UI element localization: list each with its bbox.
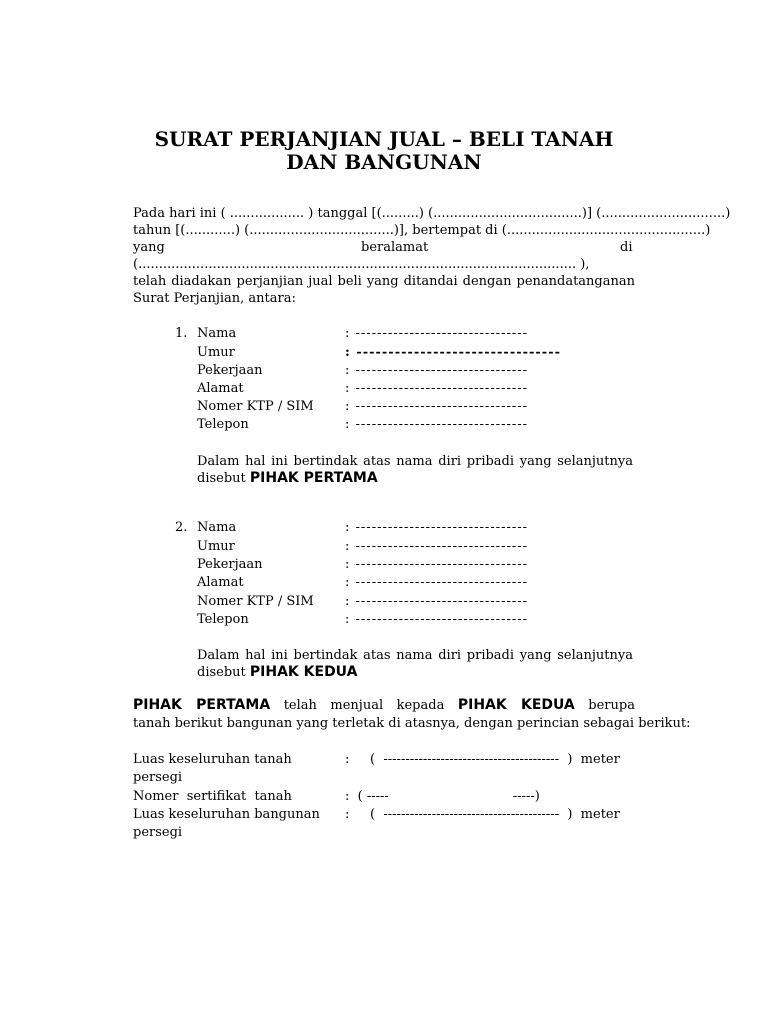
building-area-label: Luas keseluruhan bangunan [133,807,320,822]
party2-nama-value: : -------------------------------- [345,520,529,535]
party1-statement-line-2 [197,470,633,487]
party2-role: PIHAK KEDUA [249,664,358,680]
party1-nama-label: Nama [197,326,237,341]
party1-pekerjaan-value: : -------------------------------- [345,363,529,378]
party2-statement-line-2 [197,664,633,681]
sale-text-1: telah menjual kepada [283,698,445,713]
party2-pekerjaan-value: : -------------------------------- [345,557,529,572]
intro-line-1: Pada hari ini ( .................. ) tanggal [(.........) (....................................)] (..............................) [133,206,731,221]
sale-line-1 [133,696,635,715]
party1-telepon-value: : -------------------------------- [345,417,529,432]
certificate-value: : ( ----- -----) [345,789,540,804]
party1-umur-value: : -------------------------------- [345,345,561,360]
land-area-label: Luas keseluruhan tanah [133,752,292,767]
party1-nama-value: : -------------------------------- [345,326,529,341]
party1-role: PIHAK PERTAMA [249,470,378,486]
party2-number: 2. [175,520,188,535]
title-line-1: SURAT PERJANJIAN JUAL – BELI TANAH [154,127,614,151]
party2-nama-label: Nama [197,520,237,535]
party1-number: 1. [175,326,188,341]
party2-pekerjaan-label: Pekerjaan [197,557,263,572]
intro-line-4: (.......................................................................................................... ), [133,257,590,272]
building-area-unit-cont: persegi [133,825,183,840]
party2-alamat-value: : -------------------------------- [345,575,529,590]
party1-disebut: disebut [197,471,246,486]
party1-ktp-label: Nomer KTP / SIM [197,399,314,414]
party2-umur-label: Umur [197,539,235,554]
sale-party1: PIHAK PERTAMA [133,697,271,713]
building-area-value: : ( ---------------------------------------- ) meter [345,807,620,822]
party1-alamat-value: : -------------------------------- [345,381,529,396]
party2-ktp-label: Nomer KTP / SIM [197,594,314,609]
intro-word-beralamat: beralamat [361,240,429,255]
party2-ktp-value: : -------------------------------- [345,594,529,609]
party1-statement [197,453,633,487]
land-area-unit-cont: persegi [133,770,183,785]
intro-line-6: Surat Perjanjian, antara: [133,291,296,306]
intro-word-di: di [620,240,633,255]
certificate-label: Nomer sertifikat tanah [133,789,292,804]
document-title [0,128,768,174]
party2-disebut: disebut [197,665,246,680]
party2-statement [197,647,633,681]
sale-text-2: berupa [588,698,635,713]
sale-line-2: tanah berikut bangunan yang terletak di atasnya, dengan perincian sebagai berikut: [133,716,691,731]
party2-alamat-label: Alamat [197,575,244,590]
party1-alamat-label: Alamat [197,381,244,396]
title-line-2: DAN BANGUNAN [286,150,482,174]
party1-statement-line-1: Dalam hal ini bertindak atas nama diri pribadi yang selanjutnya [197,454,633,469]
party2-umur-value: : -------------------------------- [345,539,529,554]
party1-telepon-label: Telepon [197,417,249,432]
intro-line-2: tahun [(............) (...................................)], bertempat di (................................................) [133,223,711,238]
party2-statement-line-1: Dalam hal ini bertindak atas nama diri pribadi yang selanjutnya [197,648,633,663]
party2-telepon-label: Telepon [197,612,249,627]
party1-ktp-value: : -------------------------------- [345,399,529,414]
sale-party2: PIHAK KEDUA [457,697,575,713]
intro-word-yang: yang [133,240,165,255]
party1-pekerjaan-label: Pekerjaan [197,363,263,378]
land-area-value: : ( ---------------------------------------- ) meter [345,752,620,767]
party2-telepon-value: : -------------------------------- [345,612,529,627]
party1-umur-label: Umur [197,345,235,360]
intro-line-5: telah diadakan perjanjian jual beli yang ditandai dengan penandatanganan [133,274,635,289]
